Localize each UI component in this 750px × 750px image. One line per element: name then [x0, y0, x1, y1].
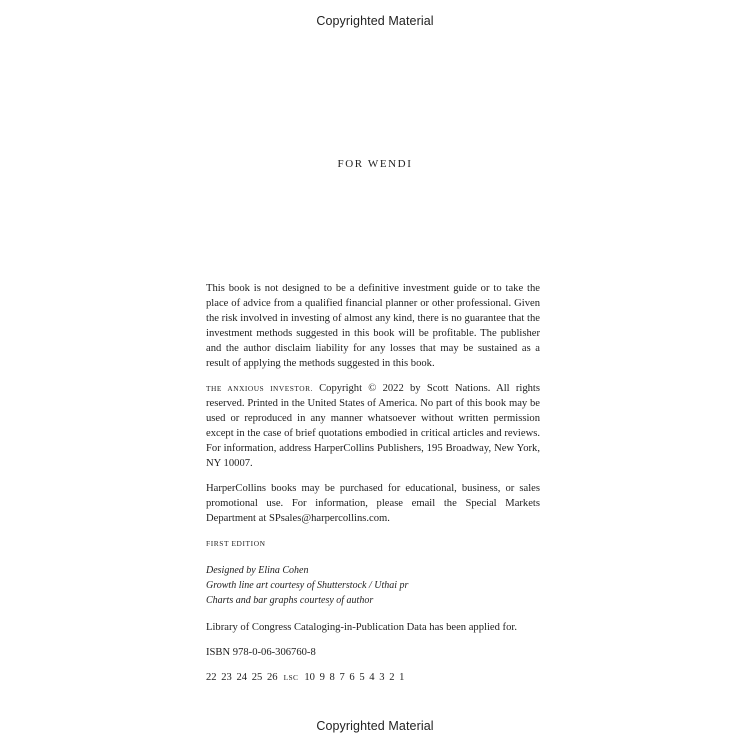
copyright-watermark-top: Copyrighted Material — [316, 14, 434, 28]
isbn: ISBN 978-0-06-306760-8 — [206, 647, 316, 658]
copyright-page-text — [206, 281, 540, 695]
print-years: 22 23 24 25 26 — [206, 672, 278, 683]
copyright-paragraph — [206, 381, 540, 471]
copyright-watermark-bottom: Copyrighted Material — [316, 719, 434, 733]
dedication: FOR WENDI — [337, 158, 413, 170]
special-markets-paragraph: HarperCollins books may be purchased for educational, business, or sales promotional use. For information, please email the Special Markets Department at SPsales@harpercollins.com. — [206, 483, 540, 524]
credit-line-art: Growth line art courtesy of Shutterstock / Uthai pr — [206, 580, 409, 591]
disclaimer-paragraph: This book is not designed to be a definitive investment guide or to take the place of advice from a qualified financial planner or other professional. Given the risk involved in investing of almost any kind, there is no guarantee that the investment methods suggested in this book will be profitable. The publisher and the author disclaim liability for any losses that may be sustained as a result of applying the methods suggested in this book. — [206, 283, 540, 369]
edition-label: FIRST EDITION — [206, 539, 266, 548]
cip-statement: Library of Congress Cataloging-in-Publication Data has been applied for. — [206, 622, 517, 633]
book-title: THE ANXIOUS INVESTOR. — [206, 384, 313, 393]
copyright-text: Copyright © 2022 by Scott Nations. All rights reserved. Printed in the United States of America. No part of this book may be used or reproduced in any manner whatsoever without written permission except in the case of brief quotations embodied in critical articles and reviews. For information, address HarperCollins Publishers, 195 Broadway, New York, NY 10007. — [206, 383, 540, 469]
print-line — [206, 670, 540, 685]
credit-line-charts: Charts and bar graphs courtesy of author — [206, 595, 374, 606]
printer-code: LSC — [283, 673, 299, 682]
credit-line-designer: Designed by Elina Cohen — [206, 565, 309, 576]
print-numbers: 10 9 8 7 6 5 4 3 2 1 — [304, 672, 405, 683]
credits — [206, 563, 540, 608]
